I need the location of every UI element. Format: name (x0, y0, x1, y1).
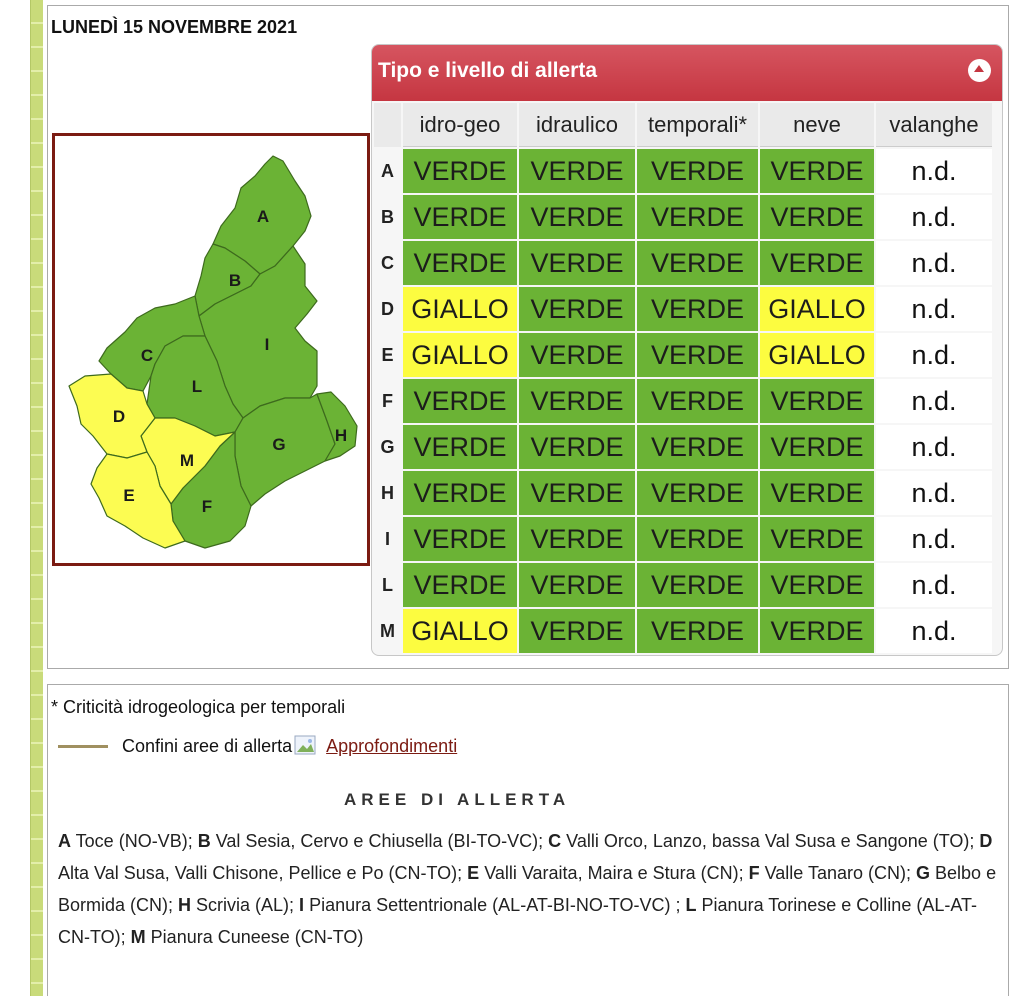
table-row (374, 471, 992, 515)
alert-level-cell: GIALLO (403, 609, 517, 653)
area-code: I (299, 895, 305, 915)
alert-level-cell: VERDE (637, 241, 758, 285)
map-label-i: I (264, 335, 270, 354)
legend-panel (47, 684, 1009, 996)
alert-level-cell: GIALLO (403, 287, 517, 331)
map-label-m: M (179, 451, 195, 470)
aree-list (58, 825, 998, 953)
bulletin-date: LUNEDÌ 15 NOVEMBRE 2021 (51, 17, 298, 37)
area-code: H (178, 895, 192, 915)
alert-level-cell: VERDE (637, 379, 758, 423)
alert-level-cell: VERDE (760, 517, 874, 561)
map-label-e: E (123, 486, 135, 505)
alert-level-cell: VERDE (519, 287, 635, 331)
area-description: Pianura Torinese e Colline (AL-AT-CN-TO); (58, 895, 977, 947)
table-row (374, 241, 992, 285)
alert-level-cell: VERDE (519, 563, 635, 607)
alert-table-panel (371, 44, 1003, 656)
alert-level-cell: n.d. (876, 471, 992, 515)
row-zone-label: A (374, 149, 401, 193)
alert-level-cell: VERDE (403, 563, 517, 607)
table-row (374, 563, 992, 607)
alert-level-cell: n.d. (876, 149, 992, 193)
alert-table (372, 101, 994, 655)
alert-level-cell: VERDE (760, 195, 874, 239)
area-description: Toce (NO-VB); (71, 831, 198, 851)
alert-level-cell: VERDE (637, 425, 758, 469)
area-code: B (197, 831, 211, 851)
alert-level-cell: VERDE (519, 471, 635, 515)
alert-level-cell: VERDE (519, 425, 635, 469)
collapse-toggle-icon[interactable] (968, 59, 991, 82)
legend-label: Confini aree di allerta (122, 735, 293, 756)
alert-level-cell: VERDE (637, 333, 758, 377)
alert-level-cell: VERDE (519, 241, 635, 285)
alert-level-cell: VERDE (760, 425, 874, 469)
area-code: F (748, 863, 760, 883)
row-zone-label: M (374, 609, 401, 653)
boundary-line-swatch (58, 745, 108, 748)
table-row (374, 287, 992, 331)
alert-level-cell: GIALLO (403, 333, 517, 377)
column-header-idrogeo: idro-geo (403, 103, 517, 147)
map-label-a: A (256, 207, 270, 226)
alert-level-cell: VERDE (403, 425, 517, 469)
table-row (374, 379, 992, 423)
map-label-c: C (140, 346, 154, 365)
piemonte-map-svg (55, 136, 367, 563)
table-row (374, 195, 992, 239)
alert-map (52, 133, 370, 566)
area-description: Pianura Settentrionale (AL-AT-BI-NO-TO-VC) ; (304, 895, 686, 915)
area-code: G (916, 863, 931, 883)
alert-level-cell: VERDE (519, 609, 635, 653)
row-zone-label: G (374, 425, 401, 469)
area-description: Valli Varaita, Maira e Stura (CN); (479, 863, 749, 883)
alert-level-cell: VERDE (637, 471, 758, 515)
table-row (374, 517, 992, 561)
aree-title: AREE DI ALLERTA (344, 790, 571, 809)
alert-level-cell: n.d. (876, 195, 992, 239)
alert-level-cell: VERDE (403, 471, 517, 515)
legend-row (58, 735, 457, 757)
alert-level-cell: VERDE (637, 609, 758, 653)
alert-level-cell: n.d. (876, 609, 992, 653)
broken-image-icon (294, 735, 326, 757)
column-header-valanghe: valanghe (876, 103, 992, 147)
column-header-idraulico: idraulico (519, 103, 635, 147)
area-code: E (467, 863, 480, 883)
table-row (374, 425, 992, 469)
table-row (374, 149, 992, 193)
alert-level-cell: VERDE (760, 149, 874, 193)
area-description: Val Sesia, Cervo e Chiusella (BI-TO-VC); (210, 831, 549, 851)
alert-level-cell: VERDE (760, 379, 874, 423)
alert-level-cell: VERDE (637, 287, 758, 331)
alert-level-cell: n.d. (876, 425, 992, 469)
area-code: C (548, 831, 562, 851)
row-zone-label: B (374, 195, 401, 239)
left-decoration-bar (0, 0, 44, 996)
map-label-l: L (191, 377, 203, 396)
area-description: Alta Val Susa, Valli Chisone, Pellice e Po (CN-TO); (58, 863, 468, 883)
map-label-f: F (201, 497, 213, 516)
area-code: D (979, 831, 993, 851)
row-zone-label: C (374, 241, 401, 285)
map-label-b: B (228, 271, 242, 290)
temporali-footnote: * Criticità idrogeologica per temporali (51, 697, 346, 717)
alert-level-cell: n.d. (876, 333, 992, 377)
alert-level-cell: VERDE (760, 471, 874, 515)
alert-level-cell: VERDE (637, 563, 758, 607)
alert-level-cell: n.d. (876, 241, 992, 285)
alert-level-cell: VERDE (637, 517, 758, 561)
column-header-temporali: temporali* (637, 103, 758, 147)
table-row (374, 333, 992, 377)
area-description: Valle Tanaro (CN); (759, 863, 917, 883)
alert-level-cell: VERDE (637, 195, 758, 239)
area-code: M (130, 927, 146, 947)
alert-level-cell: GIALLO (760, 287, 874, 331)
alert-level-cell: VERDE (760, 609, 874, 653)
alert-level-cell: VERDE (403, 379, 517, 423)
alert-level-cell: n.d. (876, 563, 992, 607)
row-zone-label: E (374, 333, 401, 377)
alert-level-cell: GIALLO (760, 333, 874, 377)
alert-level-cell: VERDE (403, 241, 517, 285)
table-row (374, 609, 992, 653)
alert-level-cell: VERDE (637, 149, 758, 193)
map-label-h: H (334, 426, 348, 445)
approfondimenti-link[interactable]: Approfondimenti (326, 735, 458, 756)
row-zone-label: H (374, 471, 401, 515)
area-description: Valli Orco, Lanzo, bassa Val Susa e Sangone (TO); (561, 831, 980, 851)
alert-table-header (372, 45, 1002, 101)
alert-table-title: Tipo e livello di allerta (378, 59, 598, 82)
map-label-d: D (112, 407, 126, 426)
alert-level-cell: VERDE (403, 517, 517, 561)
alert-level-cell: VERDE (519, 149, 635, 193)
area-code: L (685, 895, 697, 915)
alert-level-cell: VERDE (760, 563, 874, 607)
row-zone-label: I (374, 517, 401, 561)
map-label-g: G (272, 435, 286, 454)
row-zone-label: L (374, 563, 401, 607)
alert-level-cell: VERDE (519, 379, 635, 423)
area-description: Belbo e Bormida (CN); (58, 863, 997, 915)
alert-level-cell: VERDE (519, 333, 635, 377)
column-header-neve: neve (760, 103, 874, 147)
alert-level-cell: VERDE (519, 517, 635, 561)
alert-level-cell: VERDE (519, 195, 635, 239)
row-zone-label: F (374, 379, 401, 423)
alert-level-cell: VERDE (403, 149, 517, 193)
left-stripe (30, 0, 43, 996)
table-corner (374, 103, 401, 147)
alert-level-cell: n.d. (876, 379, 992, 423)
bulletin-panel (47, 5, 1009, 669)
alert-level-cell: n.d. (876, 287, 992, 331)
area-code: A (58, 831, 71, 851)
area-description: Scrivia (AL); (191, 895, 300, 915)
alert-level-cell: VERDE (403, 195, 517, 239)
alert-level-cell: n.d. (876, 517, 992, 561)
row-zone-label: D (374, 287, 401, 331)
alert-level-cell: VERDE (760, 241, 874, 285)
area-description: Pianura Cuneese (CN-TO) (145, 927, 364, 947)
